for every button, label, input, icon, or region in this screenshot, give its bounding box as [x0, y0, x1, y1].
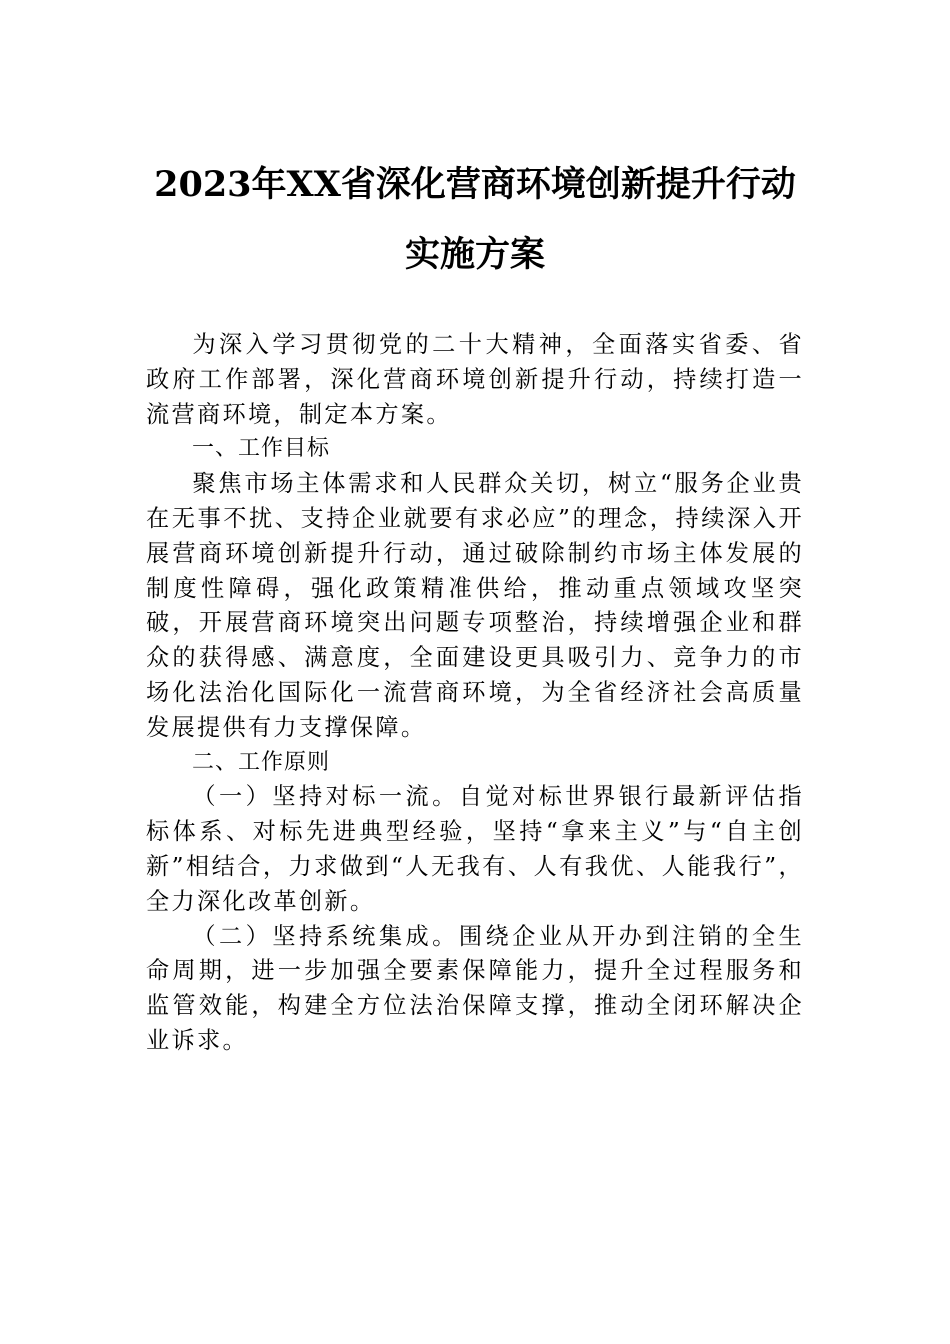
document-page [146, 150, 804, 1059]
document-title [146, 150, 804, 290]
principle-item-2 [146, 920, 804, 1059]
principle-item-2-title: （二）坚持系统集成。 [192, 922, 459, 950]
principle-item-1-title: （一）坚持对标一流。 [192, 783, 459, 811]
principle-item-1 [146, 780, 804, 919]
document-title-line-2: 实施方案 [404, 234, 545, 275]
section-heading-principles: 二、工作原则 [192, 749, 331, 775]
goals-paragraph: 聚焦市场主体需求和人民群众关切，树立“服务企业贵在无事不扰、支持企业就要有求必应”的理念，持续深入开展营商环境创新提升行动，通过破除制约市场主体发展的制度性障碍，强化政策精准供给，推动重点领域攻坚突破，开展营商环境突出问题专项整治，持续增强企业和群众的获得感、满意度，全面建设更具吸引力、竞争力的市场化法治化国际化一流营商环境，为全省经济社会高质量发展提供有力支撑保障。 [146, 470, 804, 741]
document-title-line-1: 2023年XX省深化营商环境创新提升行动 [154, 164, 796, 205]
principle-item-1-text: 自觉对标世界银行最新评估指标体系、对标先进典型经验，坚持“拿来主义”与“自主创新”相结合，力求做到“人无我有、人有我优、人能我行”，全力深化改革创新。 [146, 783, 804, 915]
title-spacer [146, 290, 804, 328]
intro-paragraph: 为深入学习贯彻党的二十大精神，全面落实省委、省政府工作部署，深化营商环境创新提升行动，持续打造一流营商环境，制定本方案。 [146, 331, 804, 428]
section-heading-goals: 一、工作目标 [192, 436, 331, 462]
principle-item-2-text: 围绕企业从开办到注销的全生命周期，进一步加强全要素保障能力，提升全过程服务和监管效能，构建全方位法治保障支撑，推动全闭环解决企业诉求。 [146, 922, 804, 1054]
